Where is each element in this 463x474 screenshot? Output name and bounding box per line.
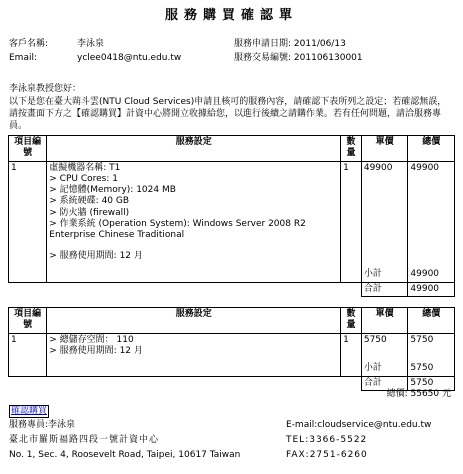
unit-price-value: 5750 xyxy=(363,334,387,345)
sum-label: 合計 xyxy=(361,282,408,296)
spec-spacer xyxy=(49,241,338,251)
order-table-2 xyxy=(8,307,455,391)
order-table-1 xyxy=(8,135,455,297)
col-setting: 服務設定 xyxy=(47,136,341,162)
table-header-row xyxy=(9,308,455,334)
item-no-cell: 1 xyxy=(9,333,47,376)
sum-value: 49900 xyxy=(408,282,455,296)
subtotal-label: 小計 xyxy=(363,269,382,280)
address-en: No. 1, Sec. 4, Roosevelt Road, Taipei, 10617 Taiwan xyxy=(9,450,241,460)
amount-cell xyxy=(408,161,455,282)
col-qty: 數量 xyxy=(341,136,362,162)
intro-text: 以下是您在臺大蒴斗雲(NTU Cloud Services)申請且核可的服務內容，請確認下表所列之設定；若確認無誤，請按畫面下方之【確認購買】計資中心將開立收據給您，以進行後續之請購作業。若有任何問題，請洽服務專員。 xyxy=(9,97,447,131)
table-header-row xyxy=(9,136,455,162)
sum-value: 5750 xyxy=(408,376,455,390)
spec-line: > 作業系統 (Operation System): Windows Server 2008 R2 Enterprise Chinese Traditional xyxy=(49,218,306,240)
col-unit-price: 單價 xyxy=(361,136,408,162)
email-row xyxy=(9,53,181,64)
address-zh: 臺北市羅斯福路四段一號計資中心 xyxy=(9,435,160,445)
spec-line: > CPU Cores: 1 xyxy=(49,173,118,184)
customer-row xyxy=(9,39,104,50)
unit-price-value: 49900 xyxy=(363,162,393,173)
col-amount: 總價 xyxy=(408,308,455,334)
amount-value: 5750 xyxy=(410,334,434,345)
col-unit-price: 單價 xyxy=(361,308,408,334)
spec-line: > 系統硬碟: 40 GB xyxy=(49,196,130,207)
spec-line: > 總儲存空間： 110 xyxy=(49,334,134,345)
spec-line: > 服務使用期間: 12 月 xyxy=(49,345,143,356)
trans-no-row xyxy=(234,53,363,64)
qty-cell: 1 xyxy=(341,161,362,282)
spec-line: > 記憶體(Memory): 1024 MB xyxy=(49,185,176,195)
unit-price-cell xyxy=(361,333,408,376)
footer-service xyxy=(286,418,431,463)
contact-person: 服務專員:李泳泉 xyxy=(9,420,76,430)
amount-cell xyxy=(408,333,455,376)
service-fax: FAX:2751-6260 xyxy=(286,450,368,460)
service-email: E-mail:cloudservice@ntu.edu.tw xyxy=(286,420,432,430)
apply-date-row xyxy=(234,39,346,50)
page-title: 服務購買確認單 xyxy=(164,8,298,23)
col-item-no: 項目編號 xyxy=(9,308,47,334)
customer-value: 李泳泉 xyxy=(77,39,105,49)
footer-contact xyxy=(9,418,240,463)
customer-label: 客戶名稱: xyxy=(9,39,49,49)
col-item-no: 項目編號 xyxy=(9,136,47,162)
item-no-cell: 1 xyxy=(9,161,47,282)
sum-row xyxy=(9,282,455,296)
trans-no-value: 201106130001 xyxy=(293,53,363,63)
qty-cell: 1 xyxy=(341,333,362,376)
confirm-purchase-button[interactable]: 確認購買 xyxy=(9,405,49,418)
subtotal-value: 5750 xyxy=(410,363,434,374)
apply-date-value: 2011/06/13 xyxy=(293,39,346,49)
spec-cell xyxy=(47,333,341,376)
col-setting: 服務設定 xyxy=(47,308,341,334)
service-tel: TEL:3366-5522 xyxy=(286,435,368,445)
spec-line: > 服務使用期間: 12 月 xyxy=(49,251,143,262)
table-row xyxy=(9,161,455,282)
spec-line: 虛擬機器名稱: T1 xyxy=(49,162,121,173)
greeting: 李泳泉教授您好： xyxy=(9,84,82,94)
amount-value: 49900 xyxy=(410,162,440,173)
email-label: Email: xyxy=(9,53,38,63)
trans-no-label: 服務交易編號: xyxy=(234,53,292,63)
grand-total: 總價: 55650 元 xyxy=(386,389,451,399)
unit-price-cell xyxy=(361,161,408,282)
email-value: yclee0418@ntu.edu.tw xyxy=(77,53,182,63)
subtotal-value: 49900 xyxy=(410,269,440,280)
spec-line: > 防火牆 (firewall) xyxy=(49,207,130,218)
apply-date-label: 服務申請日期: xyxy=(234,39,292,49)
col-amount: 總價 xyxy=(408,136,455,162)
col-qty: 數量 xyxy=(341,308,362,334)
sum-label: 合計 xyxy=(361,376,408,390)
spec-cell xyxy=(47,161,341,282)
table-row xyxy=(9,333,455,376)
subtotal-label: 小計 xyxy=(363,363,382,374)
